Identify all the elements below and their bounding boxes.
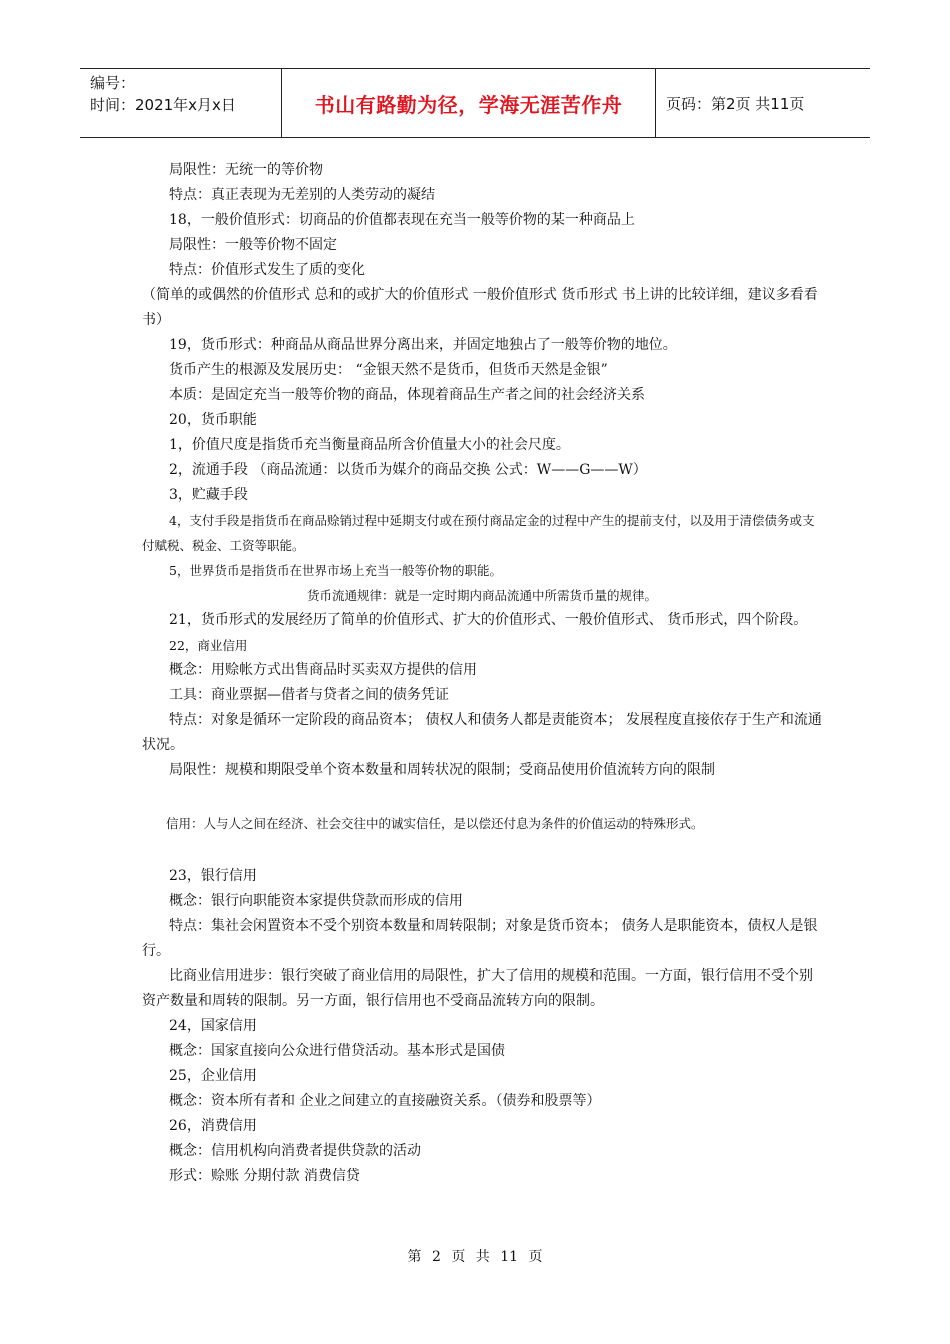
paragraph: 19，货币形式：种商品从商品世界分离出来，并固定地独占了一般等价物的地位。 — [169, 337, 677, 353]
paragraph: 局限性：无统一的等价物 — [169, 162, 323, 178]
paragraph: 25，企业信用 — [169, 1068, 257, 1084]
paragraph: 24，国家信用 — [169, 1018, 257, 1034]
header-motto: 书山有路勤为径，学海无涯苦作舟 — [314, 92, 623, 117]
footer-total-word: 共 — [475, 1249, 490, 1265]
paragraph: 18，一般价值形式：切商品的价值都表现在充当一般等价物的某一种商品上 — [169, 212, 635, 228]
paragraph: 形式：赊账 分期付款 消费信贷 — [169, 1168, 360, 1184]
paragraph: 4，支付手段是指货币在商品赊销过程中延期支付或在预付商品定金的过程中产生的提前支付，以及用于清偿债务或支付赋税、税金、工资等职能。 — [142, 513, 815, 553]
footer-page-word: 第 — [407, 1249, 422, 1265]
document-body — [142, 158, 822, 1189]
page-footer — [0, 1246, 950, 1266]
paragraph: 特点：真正表现为无差别的人类劳动的凝结 — [169, 187, 435, 203]
paragraph: 特点：对象是循环一定阶段的商品资本； 债权人和债务人都是责能资本； 发展程度直接依存于生产和流通状况。 — [142, 712, 822, 753]
paragraph: 概念：银行向职能资本家提供贷款而形成的信用 — [169, 893, 463, 909]
header-number: 编号： — [90, 74, 136, 92]
spacer — [142, 783, 822, 811]
paragraph: 工具：商业票据—借者与贷者之间的债务凭证 — [169, 687, 449, 703]
paragraph: 21，货币形式的发展经历了简单的价值形式、扩大的价值形式、一般价值形式、 货币形式，四个阶段。 — [169, 612, 808, 628]
paragraph: 概念：资本所有者和 企业之间建立的直接融资关系。（债券和股票等） — [169, 1093, 601, 1109]
paragraph: 货币流通规律：就是一定时期内商品流通中所需货币量的规律。 — [306, 588, 657, 603]
paragraph: 3，贮藏手段 — [169, 487, 248, 503]
paragraph: 20，货币职能 — [169, 412, 257, 428]
footer-total-unit: 页 — [528, 1249, 543, 1265]
paragraph: 概念：用赊帐方式出售商品时买卖双方提供的信用 — [169, 662, 477, 678]
paragraph: 特点：价值形式发生了质的变化 — [169, 262, 365, 278]
paragraph: 货币产生的根源及发展历史： “金银天然不是货币，但货币天然是金银” — [169, 362, 608, 378]
paragraph: 概念：信用机构向消费者提供贷款的活动 — [169, 1143, 421, 1159]
paragraph: 本质：是固定充当一般等价物的商品，体现着商品生产者之间的社会经济关系 — [169, 387, 645, 403]
page-header — [80, 68, 870, 138]
paragraph: 局限性：一般等价物不固定 — [169, 237, 337, 253]
paragraph: 特点：集社会闲置资本不受个别资本数量和周转限制；对象是货币资本； 债务人是职能资本，债权人是银行。 — [142, 918, 818, 959]
header-page-label: 页码：第2页 共11页 — [666, 94, 805, 113]
paragraph: 2，流通手段 （商品流通：以货币为媒介的商品交换 公式：W——G——W） — [169, 462, 647, 478]
paragraph: 23，银行信用 — [169, 868, 257, 884]
header-time: 时间：2021年x月x日 — [90, 96, 236, 114]
footer-total-number: 11 — [500, 1249, 519, 1265]
spacer — [142, 836, 822, 864]
header-page-cell — [656, 69, 870, 137]
paragraph: （简单的或偶然的价值形式 总和的或扩大的价值形式 一般价值形式 货币形式 书上讲的比较详细，建议多看看书） — [142, 287, 818, 328]
paragraph: 1，价值尺度是指货币充当衡量商品所含价值量大小的社会尺度。 — [169, 437, 570, 453]
footer-page-number: 2 — [431, 1249, 441, 1265]
paragraph: 比商业信用进步：银行突破了商业信用的局限性，扩大了信用的规模和范围。一方面，银行信用不受个别资产数量和周转的限制。另一方面，银行信用也不受商品流转方向的限制。 — [142, 968, 813, 1009]
paragraph: 概念：国家直接向公众进行借贷活动。基本形式是国债 — [169, 1043, 505, 1059]
paragraph: 5，世界货币是指货币在世界市场上充当一般等价物的职能。 — [169, 563, 502, 578]
header-motto-cell — [282, 69, 656, 137]
header-meta — [80, 69, 282, 137]
paragraph: 信用：人与人之间在经济、社会交往中的诚实信任，是以偿还付息为条件的价值运动的特殊形式。 — [166, 816, 704, 831]
paragraph: 26，消费信用 — [169, 1118, 257, 1134]
paragraph: 22，商业信用 — [169, 638, 248, 653]
paragraph: 局限性：规模和期限受单个资本数量和周转状况的限制；受商品使用价值流转方向的限制 — [169, 762, 715, 778]
footer-page-unit: 页 — [451, 1249, 466, 1265]
